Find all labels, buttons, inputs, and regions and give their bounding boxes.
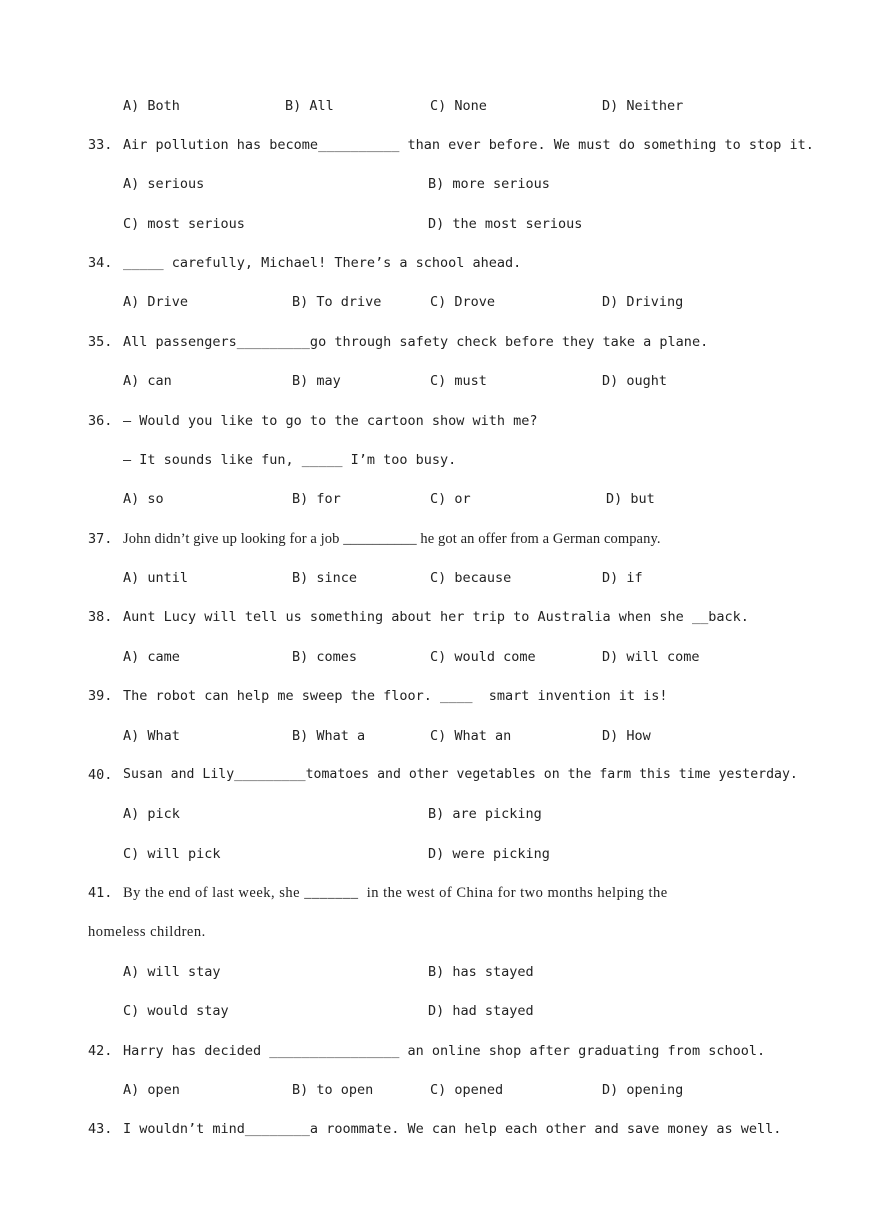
q36-text: — Would you like to go to the cartoon show with me? xyxy=(123,413,538,429)
q34-option-b: B) To drive xyxy=(292,294,382,310)
q37-text: John didn’t give up looking for a job __________ he got an offer from a German company. xyxy=(123,531,661,547)
q39-option-d: D) How xyxy=(602,728,651,744)
q32-option-c: C) None xyxy=(430,98,487,114)
q33-option-c: C) most serious xyxy=(123,216,245,232)
q34-option-c: C) Drove xyxy=(430,294,496,310)
q41-text: By the end of last week, she _______ in the west of China for two months helping the xyxy=(123,885,668,901)
q38-option-d: D) will come xyxy=(602,649,700,665)
q33-option-d: D) the most serious xyxy=(428,216,583,232)
q33-text: Air pollution has become__________ than ever before. We must do something to stop it. xyxy=(123,137,814,153)
q39-option-b: B) What a xyxy=(292,728,366,744)
q39-number: 39. xyxy=(88,688,113,704)
q36-number: 36. xyxy=(88,413,113,429)
q39-option-a: A) What xyxy=(123,728,180,744)
q36-option-a: A) so xyxy=(123,491,164,507)
q40-option-b: B) are picking xyxy=(428,806,542,822)
q42-option-a: A) open xyxy=(123,1082,180,1098)
q42-number: 42. xyxy=(88,1043,113,1059)
q35-option-d: D) ought xyxy=(602,373,668,389)
q42-option-c: C) opened xyxy=(430,1082,504,1098)
q36-option-b: B) for xyxy=(292,491,341,507)
q40-option-a: A) pick xyxy=(123,806,180,822)
q37-option-a: A) until xyxy=(123,570,189,586)
q34-number: 34. xyxy=(88,255,113,271)
q40-option-c: C) will pick xyxy=(123,846,221,862)
q37-option-b: B) since xyxy=(292,570,358,586)
q42-option-d: D) opening xyxy=(602,1082,684,1098)
q39-option-c: C) What an xyxy=(430,728,512,744)
q38-text: Aunt Lucy will tell us something about her trip to Australia when she __back. xyxy=(123,609,749,625)
q43-number: 43. xyxy=(88,1121,113,1137)
q42-text: Harry has decided ________________ an online shop after graduating from school. xyxy=(123,1043,766,1059)
q37-option-c: C) because xyxy=(430,570,512,586)
q32-option-b: B) All xyxy=(285,98,334,114)
q41-text-continued: homeless children. xyxy=(88,924,206,940)
q35-option-a: A) can xyxy=(123,373,172,389)
q38-option-b: B) comes xyxy=(292,649,358,665)
q38-option-a: A) came xyxy=(123,649,180,665)
q37-number: 37. xyxy=(88,531,113,547)
q41-option-b: B) has stayed xyxy=(428,964,534,980)
q36-text-reply: — It sounds like fun, _____ I’m too busy. xyxy=(123,452,457,468)
q33-number: 33. xyxy=(88,137,113,153)
q33-option-b: B) more serious xyxy=(428,176,550,192)
q38-number: 38. xyxy=(88,609,113,625)
q35-number: 35. xyxy=(88,334,113,350)
q34-option-d: D) Driving xyxy=(602,294,684,310)
q38-option-c: C) would come xyxy=(430,649,536,665)
q40-text: Susan and Lily_________tomatoes and other vegetables on the farm this time yesterday. xyxy=(123,767,798,782)
q33-option-a: A) serious xyxy=(123,176,205,192)
q35-option-c: C) must xyxy=(430,373,487,389)
q37-option-d: D) if xyxy=(602,570,643,586)
q34-option-a: A) Drive xyxy=(123,294,189,310)
q40-option-d: D) were picking xyxy=(428,846,550,862)
q41-number: 41. xyxy=(88,885,113,901)
q32-option-d: D) Neither xyxy=(602,98,684,114)
q35-option-b: B) may xyxy=(292,373,341,389)
q42-option-b: B) to open xyxy=(292,1082,374,1098)
q40-number: 40. xyxy=(88,767,113,783)
q34-text: _____ carefully, Michael! There’s a school ahead. xyxy=(123,255,522,271)
q35-text: All passengers_________go through safety check before they take a plane. xyxy=(123,334,709,350)
q36-option-c: C) or xyxy=(430,491,471,507)
q41-option-a: A) will stay xyxy=(123,964,221,980)
q43-text: I wouldn’t mind________a roommate. We can help each other and save money as well. xyxy=(123,1121,782,1137)
q41-option-c: C) would stay xyxy=(123,1003,229,1019)
q32-option-a: A) Both xyxy=(123,98,180,114)
q41-option-d: D) had stayed xyxy=(428,1003,534,1019)
q39-text: The robot can help me sweep the floor. ____ smart invention it is! xyxy=(123,688,668,704)
q36-option-d: D) but xyxy=(606,491,655,507)
